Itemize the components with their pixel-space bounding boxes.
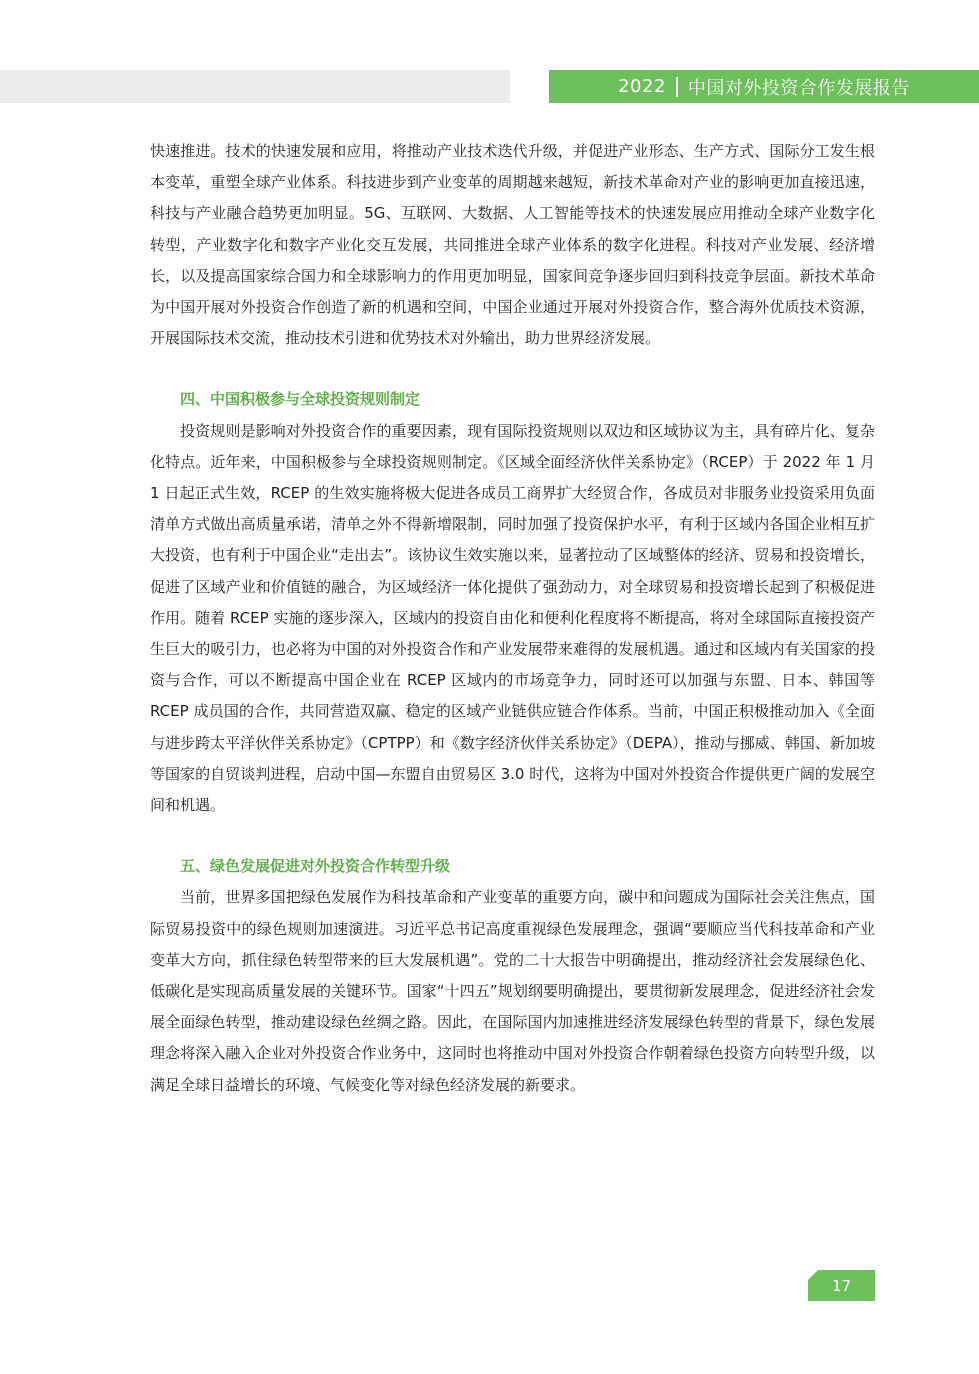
section-heading-green-development: 五、绿色发展促进对外投资合作转型升级: [180, 857, 451, 876]
header-title-bar: [549, 70, 979, 103]
page-number: 17: [808, 1270, 875, 1301]
header-divider: [676, 77, 678, 97]
document-body: [150, 136, 875, 1101]
header-year: 2022: [618, 76, 666, 97]
header-gray-bar: [0, 70, 510, 103]
header-report-title: 中国对外投资合作发展报告: [687, 77, 910, 99]
paragraph-tech-revolution: 快速推进。技术的快速发展和应用，将推动产业技术迭代升级，并促进产业形态、生产方式、国际分工发生根本变革，重塑全球产业体系。科技进步到产业变革的周期越来越短，新技术革命对产业的影响更加直接迅速，科技与产业融合趋势更加明显。5G、互联网、大数据、人工智能等技术的快速发展应用推动全球产业数字化转型，产业数字化和数字产业化交互发展，共同推进全球产业体系的数字化进程。科技对产业发展、经济增长，以及提高国家综合国力和全球影响力的作用更加明显，国家间竞争逐步回归到科技竞争层面。新技术革命为中国开展对外投资合作创造了新的机遇和空间，中国企业通过开展对外投资合作，整合海外优质技术资源，开展国际技术交流，推动技术引进和优势技术对外输出，助力世界经济发展。: [150, 142, 875, 348]
paragraph-investment-rules: 投资规则是影响对外投资合作的重要因素，现有国际投资规则以双边和区域协议为主，具有碎片化、复杂化特点。近年来，中国积极参与全球投资规则制定。《区域全面经济伙伴关系协定》（RCEP）于 2022 年 1 月 1 日起正式生效，RCEP 的生效实施将极大促进各成员工商界扩大经贸合作，各成员对非服务业投资采用负面清单方式做出高质量承诺，清单之外不得新增限制，同时加强了投资保护水平，有利于区域内各国企业相互扩大投资，也有利于中国企业“走出去”。该协议生效实施以来，显著拉动了区域整体的经济、贸易和投资增长，促进了区域产业和价值链的融合，为区域经济一体化提供了强劲动力，对全球贸易和投资增长起到了积极促进作用。随着 RCEP 实施的逐步深入，区域内的投资自由化和便利化程度将不断提高，将对全球国际直接投资产生巨大的吸引力，也必将为中国的对外投资合作和产业发展带来难得的发展机遇。通过和区域内有关国家的投资与合作，可以不断提高中国企业在 RCEP 区域内的市场竞争力，同时还可以加强与东盟、日本、韩国等 RCEP 成员国的合作，共同营造双赢、稳定的区域产业链供应链合作体系。当前，中国正积极推动加入《全面与进步跨太平洋伙伴关系协定》（CPTPP）和《数字经济伙伴关系协定》（DEPA），推动与挪威、韩国、新加坡等国家的自贸谈判进程，启动中国—东盟自由贸易区 3.0 时代，这将为中国对外投资合作提供更广阔的发展空间和机遇。: [150, 421, 875, 815]
paragraph-green-development: 当前，世界多国把绿色发展作为科技革命和产业变革的重要方向，碳中和问题成为国际社会关注焦点，国际贸易投资中的绿色规则加速演进。习近平总书记高度重视绿色发展理念，强调“要顺应当代科技革命和产业变革大方向，抓住绿色转型带来的巨大发展机遇”。党的二十大报告中明确提出，推动经济社会发展绿色化、低碳化是实现高质量发展的关键环节。国家“十四五”规划纲要明确提出，要贯彻新发展理念，促进经济社会发展全面绿色转型，推动建设绿色丝绸之路。因此，在国际国内加速推进经济发展绿色转型的背景下，绿色发展理念将深入融入企业对外投资合作业务中，这同时也将推动中国对外投资合作朝着绿色投资方向转型升级，以满足全球日益增长的环境、气候变化等对绿色经济发展的新要求。: [150, 888, 875, 1094]
section-heading-investment-rules: 四、中国积极参与全球投资规则制定: [180, 390, 421, 409]
